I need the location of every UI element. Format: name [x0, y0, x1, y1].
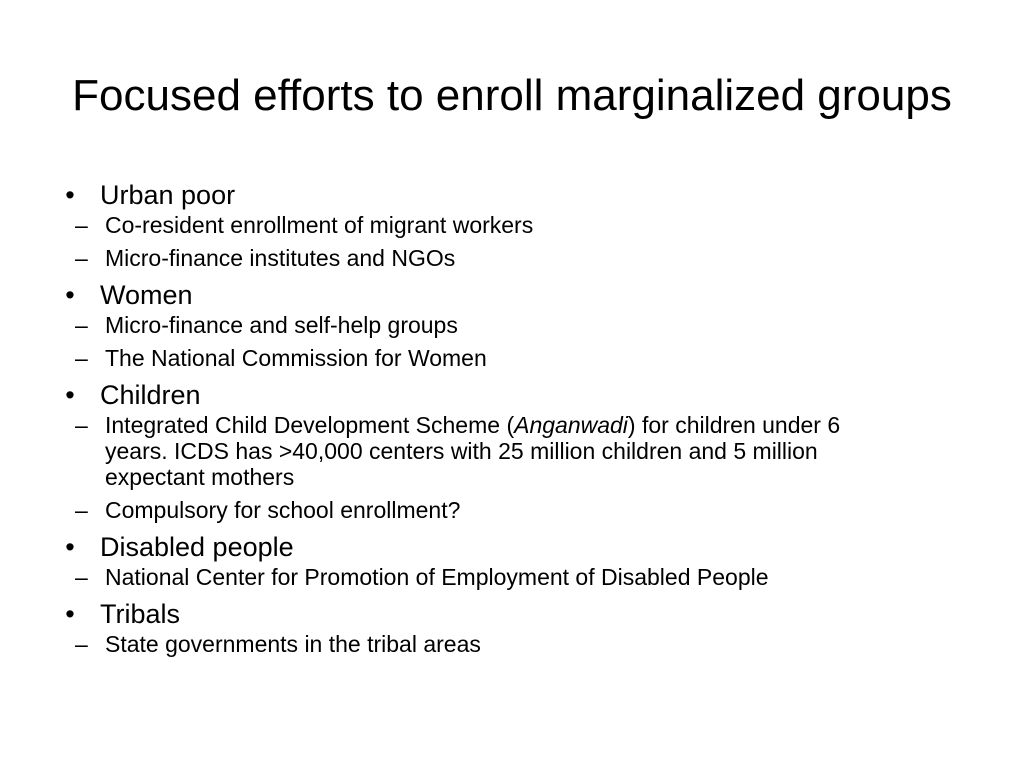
bullet-item [60, 278, 960, 312]
sub-bullet-list [60, 631, 960, 657]
sub-bullet-text-italic: Anganwadi [514, 412, 628, 438]
bullet-text: Urban poor [100, 180, 236, 210]
bullet-marker: • [65, 180, 75, 210]
sub-bullet-item [60, 212, 960, 238]
bullet-group-disabled-people [60, 530, 960, 590]
sub-bullet-text-after: ) for children under 6 years. ICDS has >40,000 centers with 25 million children and 5 million expectant mothers [105, 412, 841, 490]
dash-marker: – [75, 312, 88, 338]
sub-bullet-item [60, 631, 960, 657]
bullet-list [60, 178, 960, 664]
sub-bullet-list [60, 312, 960, 371]
sub-bullet-item [60, 345, 960, 371]
dash-marker: – [75, 245, 88, 271]
sub-bullet-list [60, 412, 960, 523]
bullet-marker: • [65, 599, 75, 629]
dash-marker: – [75, 412, 88, 438]
bullet-text: Children [100, 380, 201, 410]
bullet-item [60, 530, 960, 564]
sub-bullet-item [60, 412, 960, 490]
bullet-group-women [60, 278, 960, 371]
bullet-item [60, 597, 960, 631]
bullet-group-children [60, 378, 960, 523]
bullet-text: Tribals [100, 599, 181, 629]
bullet-item [60, 178, 960, 212]
dash-marker: – [75, 564, 88, 590]
sub-bullet-text-before: Integrated Child Development Scheme ( [105, 412, 515, 438]
sub-bullet-list [60, 212, 960, 271]
bullet-group-tribals [60, 597, 960, 657]
dash-marker: – [75, 212, 88, 238]
dash-marker: – [75, 345, 88, 371]
sub-bullet-text: Micro-finance and self-help groups [105, 312, 458, 338]
sub-bullet-text: Micro-finance institutes and NGOs [105, 245, 456, 271]
sub-bullet-item [60, 312, 960, 338]
slide-title: Focused efforts to enroll marginalized groups [72, 71, 952, 120]
sub-bullet-item [60, 245, 960, 271]
sub-bullet-text [105, 412, 905, 490]
sub-bullet-item [60, 497, 960, 523]
bullet-group-urban-poor [60, 178, 960, 271]
bullet-marker: • [65, 532, 75, 562]
bullet-text: Women [100, 280, 193, 310]
sub-bullet-text: Compulsory for school enrollment? [105, 497, 461, 523]
sub-bullet-item [60, 564, 960, 590]
bullet-item [60, 378, 960, 412]
sub-bullet-text: Co-resident enrollment of migrant workers [105, 212, 534, 238]
dash-marker: – [75, 497, 88, 523]
sub-bullet-text: The National Commission for Women [105, 345, 487, 371]
sub-bullet-text: National Center for Promotion of Employment of Disabled People [105, 564, 769, 590]
bullet-text: Disabled people [100, 532, 294, 562]
sub-bullet-text: State governments in the tribal areas [105, 631, 481, 657]
bullet-marker: • [65, 280, 75, 310]
dash-marker: – [75, 631, 88, 657]
bullet-marker: • [65, 380, 75, 410]
sub-bullet-list [60, 564, 960, 590]
